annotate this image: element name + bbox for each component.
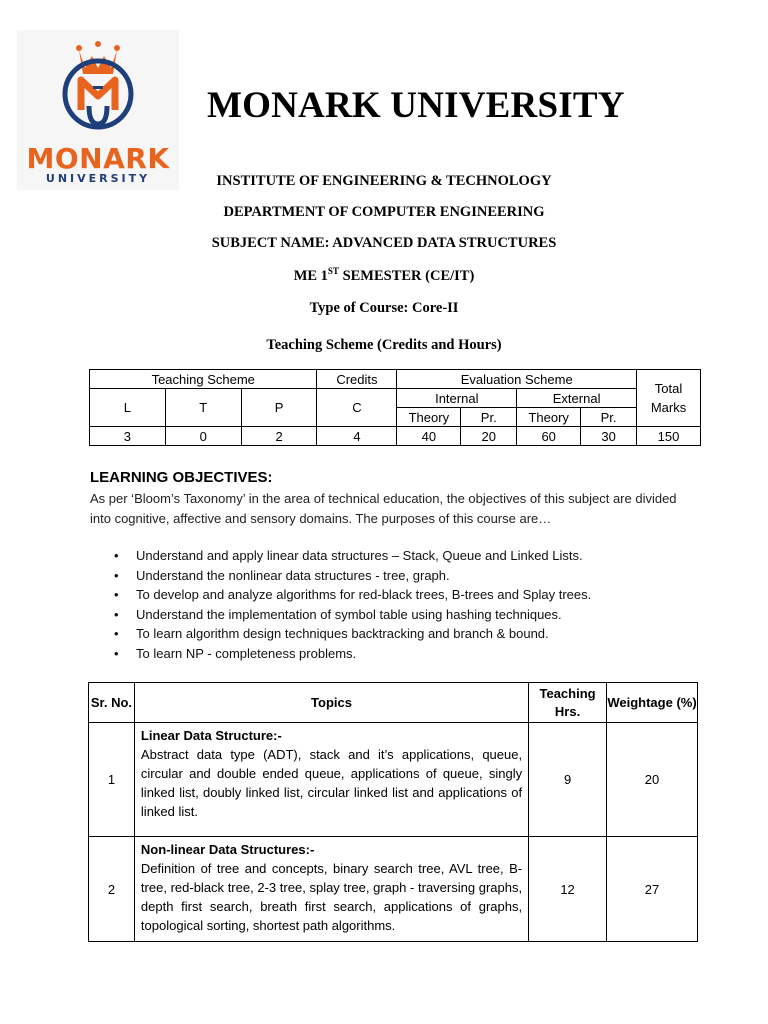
practical-header: P [241,389,317,427]
topic-description: Abstract data type (ADT), stack and it’s applications, queue, circular and double ended queue, applications of queue, singly linked list, doubly linked list, circular linked list and applications of linked list. [140,747,523,819]
total-marks-header: Total Marks [637,370,701,427]
lecture-header: L [90,389,166,427]
weightage-cell: 27 [607,837,698,942]
topic-cell [134,837,528,942]
internal-theory-header: Theory [397,408,461,427]
weightage-header: Weightage (%) [607,683,698,723]
evaluation-scheme-header: Evaluation Scheme [397,370,637,389]
course-type-line: Type of Course: Core-II [309,300,459,316]
lecture-value: 3 [90,427,166,446]
hours-cell: 9 [529,723,607,837]
objectives-list [90,546,710,663]
list-item: • To learn algorithm design techniques backtracking and branch & bound. [90,624,710,644]
internal-pr-value: 20 [461,427,517,446]
table-row [89,837,698,942]
external-pr-value: 30 [581,427,637,446]
list-item: • Understand and apply linear data structures – Stack, Queue and Linked Lists. [90,546,710,566]
university-logo [17,30,179,190]
list-item: • To develop and analyze algorithms for red-black trees, B-trees and Splay trees. [90,585,710,605]
semester-line [0,266,768,285]
semester-prefix: ME 1 [293,267,328,284]
subject-line: SUBJECT NAME: ADVANCED DATA STRUCTURES [211,235,557,251]
topics-header: Topics [134,683,528,723]
sr-no-header: Sr. No. [89,683,135,723]
credit-value: 4 [317,427,397,446]
teaching-scheme-table [89,369,701,446]
external-pr-header: Pr. [581,408,637,427]
total-marks-value: 150 [637,427,701,446]
tutorial-value: 0 [165,427,241,446]
practical-value: 2 [241,427,317,446]
crown-u-emblem-icon [17,30,179,140]
list-item: • Understand the implementation of symbol table using hashing techniques. [90,605,710,625]
topic-title: Linear Data Structure:- [140,728,282,743]
semester-superscript: ST [327,266,339,276]
external-theory-value: 60 [517,427,581,446]
department-line: DEPARTMENT OF COMPUTER ENGINEERING [223,204,545,220]
learning-objectives-title: LEARNING OBJECTIVES: [90,469,273,486]
list-item: • Understand the nonlinear data structures - tree, graph. [90,566,710,586]
teaching-scheme-header: Teaching Scheme [90,370,317,389]
list-item: • To learn NP - completeness problems. [90,644,710,664]
topics-table [88,682,698,942]
scheme-title: Teaching Scheme (Credits and Hours) [266,337,502,353]
external-header: External [517,389,637,408]
credits-header: Credits [317,370,397,389]
institute-line: INSTITUTE OF ENGINEERING & TECHNOLOGY [216,173,552,189]
hours-cell: 12 [529,837,607,942]
internal-theory-value: 40 [397,427,461,446]
weightage-cell: 20 [607,723,698,837]
topic-cell [134,723,528,837]
semester-suffix: SEMESTER (CE/IT) [338,267,475,284]
topic-title: Non-linear Data Structures:- [140,842,315,857]
learning-objectives-intro: As per ‘Bloom’s Taxonomy’ in the area of technical education, the objectives of this subject are divided into cognitive, affective and sensory domains. The purposes of this course are… [90,491,677,526]
logo-wordmark: MONARK [26,142,170,175]
internal-pr-header: Pr. [461,408,517,427]
teaching-hours-header: Teaching Hrs. [529,683,607,723]
external-theory-header: Theory [517,408,581,427]
university-title: MONARK UNIVERSITY [207,85,625,126]
logo-subtext: UNIVERSITY [45,172,151,185]
credit-header: C [317,389,397,427]
tutorial-header: T [165,389,241,427]
topic-description: Definition of tree and concepts, binary search tree, AVL tree, B-tree, red-black tree, 2-3 tree, splay tree, graph - traversing graphs, depth first search, breath first search, applications of graphs, topological sorting, shortest path algorithms. [140,861,523,933]
sr-no-cell: 2 [89,837,135,942]
sr-no-cell: 1 [89,723,135,837]
table-row [89,723,698,837]
internal-header: Internal [397,389,517,408]
